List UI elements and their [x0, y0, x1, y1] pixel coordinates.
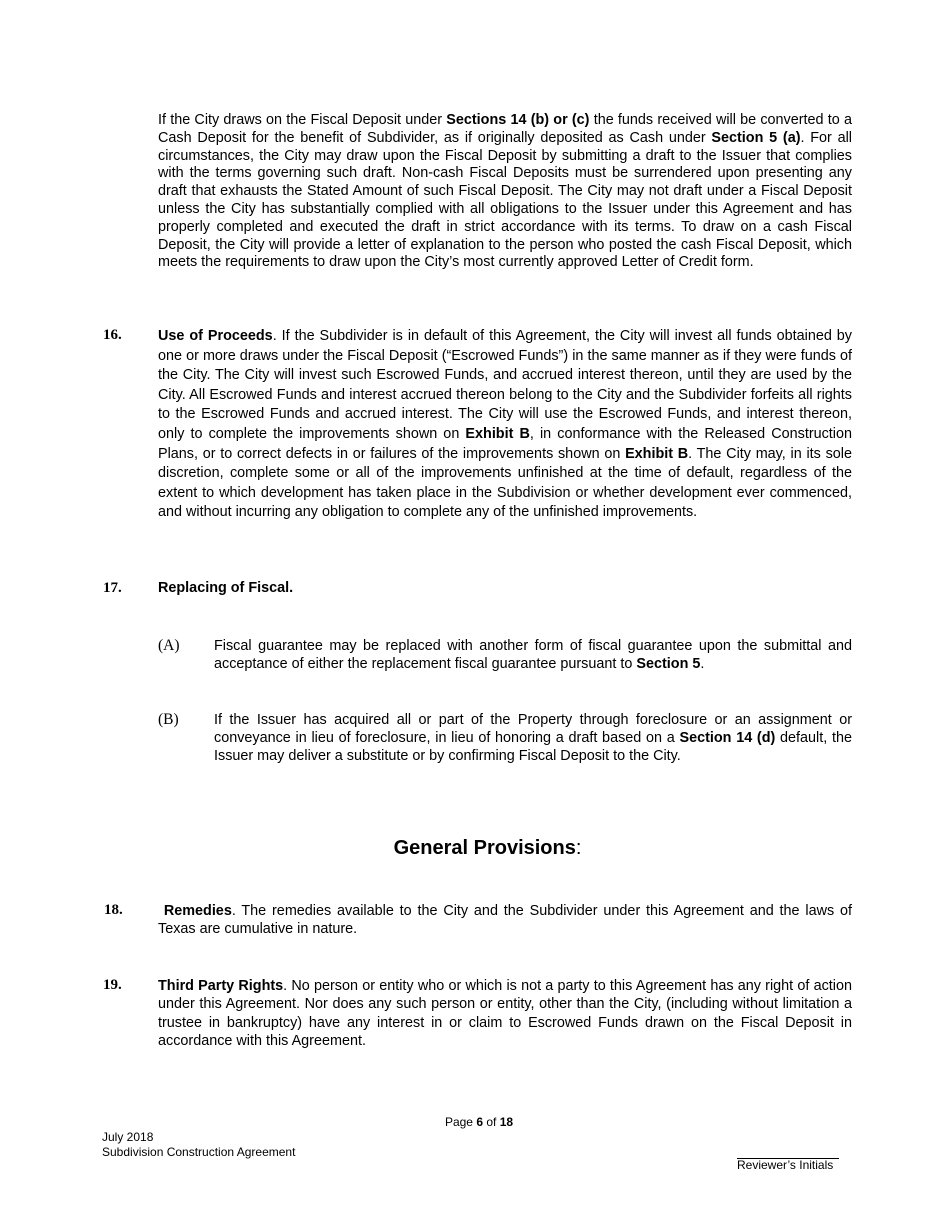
page-number: Page 6 of 18: [444, 1115, 514, 1129]
subsection-b-label: (B): [158, 711, 179, 728]
section-17-title: Replacing of Fiscal.: [158, 580, 294, 596]
subsection-b-text: If the Issuer has acquired all or part of the Property through foreclosure or an assignment or conveyance in lieu of foreclosure, in lieu of honoring a draft based on a Section 14 (d) default, the Issuer may deliver a substitute or by confirming Fiscal Deposit to the City.: [214, 712, 852, 765]
subsection-a-label: (A): [158, 637, 180, 654]
footer-info: [102, 1130, 295, 1160]
section-18-title: Remedies: [163, 903, 232, 919]
section-15-continuation: If the City draws on the Fiscal Deposit under Sections 14 (b) or (c) the funds received will be converted to a Cash Deposit for the benefit of Subdivider, as if originally deposited as Cash under Section 5 (a). For all circumstances, the City may draw upon the Fiscal Deposit by submitting a draft to the Issuer that complies with the terms governing such draft. Non-cash Fiscal Deposits must be surrendered upon presenting any draft that exhausts the Stated Amount of such Fiscal Deposit. The City may not draft under a Fiscal Deposit unless the City has substantially complied with all obligations to the Issuer under this Agreement and has properly completed and executed the draft in strict accordance with its terms. To draw on a cash Fiscal Deposit, the City will provide a letter of explanation to the person who posted the cash Fiscal Deposit, which meets the requirements to draw upon the City’s most currently approved Letter of Credit form.: [158, 112, 852, 271]
section-16-number: 16.: [103, 327, 122, 343]
footer-date: July 2018: [102, 1130, 154, 1144]
section-17-number: 17.: [103, 580, 122, 596]
section-18-paragraph: Remedies. The remedies available to the City and the Subdivider under this Agreement and the laws of Texas are cumulative in nature.: [158, 903, 852, 938]
section-19-number: 19.: [103, 977, 122, 993]
subsection-a-text: Fiscal guarantee may be replaced with another form of fiscal guarantee upon the submittal and acceptance of either the replacement fiscal guarantee pursuant to Section 5.: [214, 638, 852, 673]
section-18-number: 18.: [104, 902, 123, 918]
section-16-title: Use of Proceeds: [158, 328, 273, 344]
general-provisions-heading: General Provisions:: [393, 837, 582, 859]
section-19-paragraph: Third Party Rights. No person or entity who or which is not a party to this Agreement has any right of action under this Agreement. Nor does any such person or entity, other than the City, (including without limitation a trustee in bankruptcy) have any interest in or claim to Escrowed Funds drawn on the Fiscal Deposit in accordance with this Agreement.: [158, 978, 852, 1050]
footer-doc-title: Subdivision Construction Agreement: [102, 1145, 296, 1159]
section-16-paragraph: Use of Proceeds. If the Subdivider is in default of this Agreement, the City will invest all funds obtained by one or more draws under the Fiscal Deposit (“Escrowed Funds”) in the same manner as if they were funds of the City. The City will invest such Escrowed Funds, and accrued interest thereon, until they are used by the City. All Escrowed Funds and interest accrued thereon belong to the City and the Subdivider forfeits all rights to the Escrowed Funds and accrued interest. The City will use the Escrowed Funds, and interest thereon, only to complete the improvements shown on Exhibit B, in conformance with the Released Construction Plans, or to correct defects in or failures of the improvements shown on Exhibit B. The City may, in its sole discretion, complete some or all of the improvements unfinished at the time of default, regardless of the extent to which development has taken place in the Subdivision or whether development ever commenced, and without incurring any obligation to complete any of the unfinished improvements.: [158, 328, 853, 521]
reviewer-initials-label: Reviewer’s Initials: [737, 1158, 834, 1172]
section-19-title: Third Party Rights: [158, 978, 284, 994]
